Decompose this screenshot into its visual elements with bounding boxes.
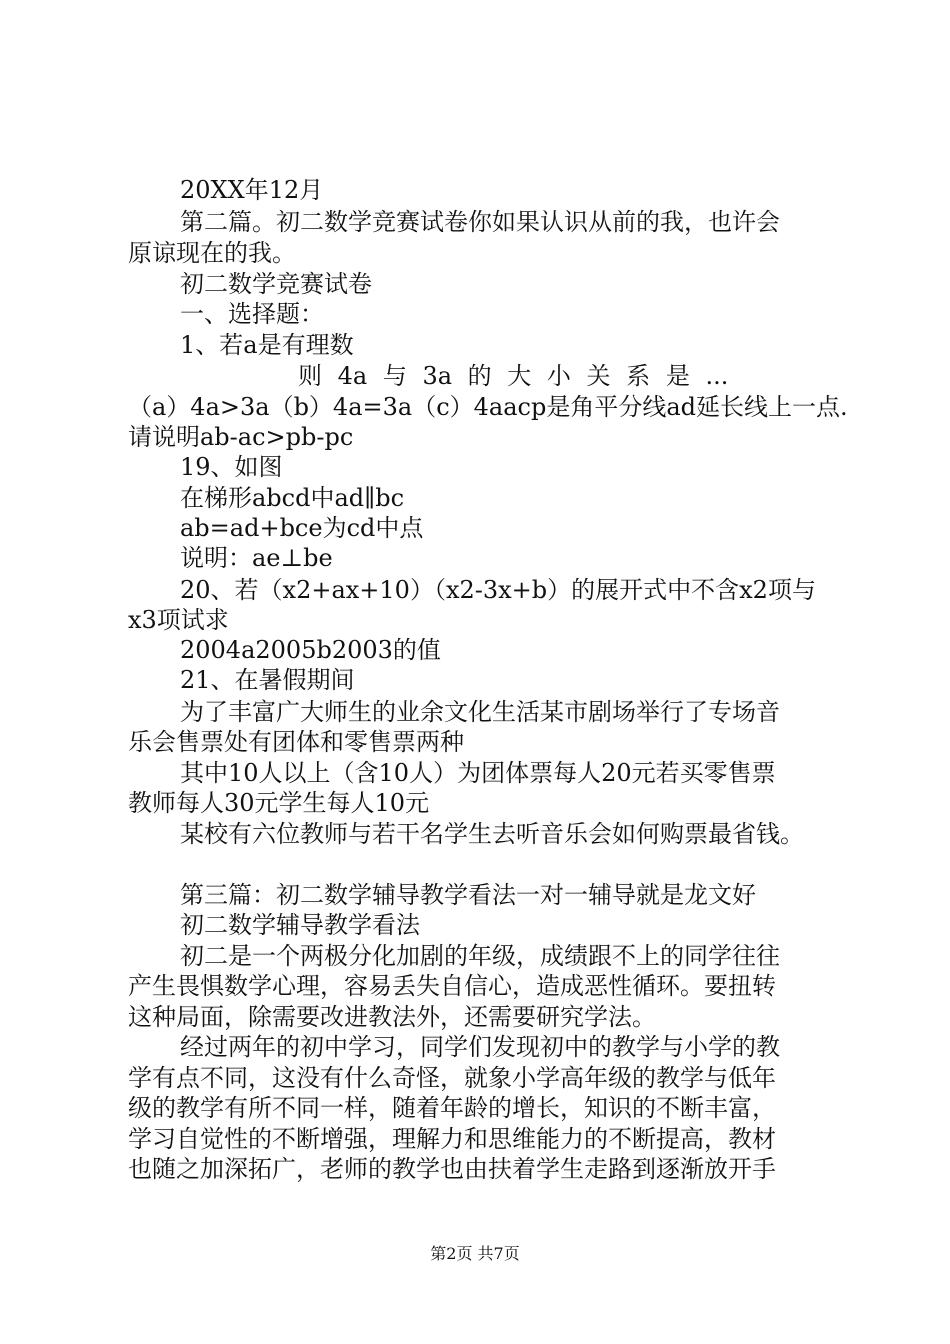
date-line: 20XX年12月	[180, 176, 324, 204]
question-prove-line: 请说明ab-ac>pb-pc	[128, 423, 354, 451]
question-20: 20、若（x2+ax+10）（x2-3x+b）的展开式中不含x2项与	[180, 576, 816, 604]
section-3-subtitle: 初二数学辅导教学看法	[180, 911, 420, 939]
question-1: 1、若a是有理数	[180, 331, 354, 359]
question-21-line-2-cont: 教师每人30元学生每人10元	[128, 789, 430, 817]
section-2-heading-cont: 原谅现在的我。	[128, 239, 296, 267]
page-footer: 第2页 共7页	[430, 1244, 520, 1263]
question-21-line-2: 其中10人以上（含10人）为团体票每人20元若买零售票	[180, 759, 776, 787]
question-21-line-1: 为了丰富广大师生的业余文化生活某市剧场举行了专场音	[180, 698, 780, 726]
paragraph-2-line-1: 经过两年的初中学习，同学们发现初中的教学与小学的教	[180, 1033, 780, 1061]
multiple-choice-heading: 一、选择题：	[180, 300, 324, 328]
question-20-cont: x3项试求	[128, 606, 229, 634]
exam-title: 初二数学竞赛试卷	[180, 270, 372, 298]
paragraph-2-line-2: 学有点不同，这没有什么奇怪，就象小学高年级的教学与低年	[128, 1064, 776, 1092]
paragraph-1-line-2: 产生畏惧数学心理，容易丢失自信心，造成恶性循环。要扭转	[128, 972, 776, 1000]
question-21: 21、在暑假期间	[180, 666, 355, 694]
paragraph-2-line-5: 也随之加深拓广，老师的教学也由扶着学生走路到逐渐放开手	[128, 1155, 776, 1183]
question-19-line-1: 在梯形abcd中ad∥bc	[180, 484, 405, 512]
question-19-line-2: ab=ad+bce为cd中点	[180, 514, 424, 542]
paragraph-1-line-3: 这种局面，除需要改进教法外，还需要研究学法。	[128, 1003, 656, 1031]
section-3-heading: 第三篇：初二数学辅导教学看法一对一辅导就是龙文好	[180, 881, 756, 909]
question-20-expression: 2004a2005b2003的值	[180, 636, 441, 664]
question-19: 19、如图	[180, 453, 283, 481]
question-1-cont: 则 4a 与 3a 的 大 小 关 系 是 ...	[298, 362, 729, 390]
paragraph-2-line-4: 学习自觉性的不断增强，理解力和思维能力的不断提高，教材	[128, 1125, 776, 1153]
question-1-options: （a）4a>3a（b）4a=3a（c）4aacp是角平分线ad延长线上一点.	[128, 393, 848, 421]
question-21-line-1-cont: 乐会售票处有团体和零售票两种	[128, 728, 464, 756]
paragraph-1-line-1: 初二是一个两极分化加剧的年级，成绩跟不上的同学往往	[180, 942, 780, 970]
paragraph-2-line-3: 级的教学有所不同一样，随着年龄的增长，知识的不断丰富，	[128, 1094, 776, 1122]
question-19-line-3: 说明：ae⊥be	[180, 544, 333, 572]
question-21-line-3: 某校有六位教师与若干名学生去听音乐会如何购票最省钱。	[180, 820, 804, 848]
section-2-heading: 第二篇。初二数学竞赛试卷你如果认识从前的我，也许会	[180, 208, 780, 236]
